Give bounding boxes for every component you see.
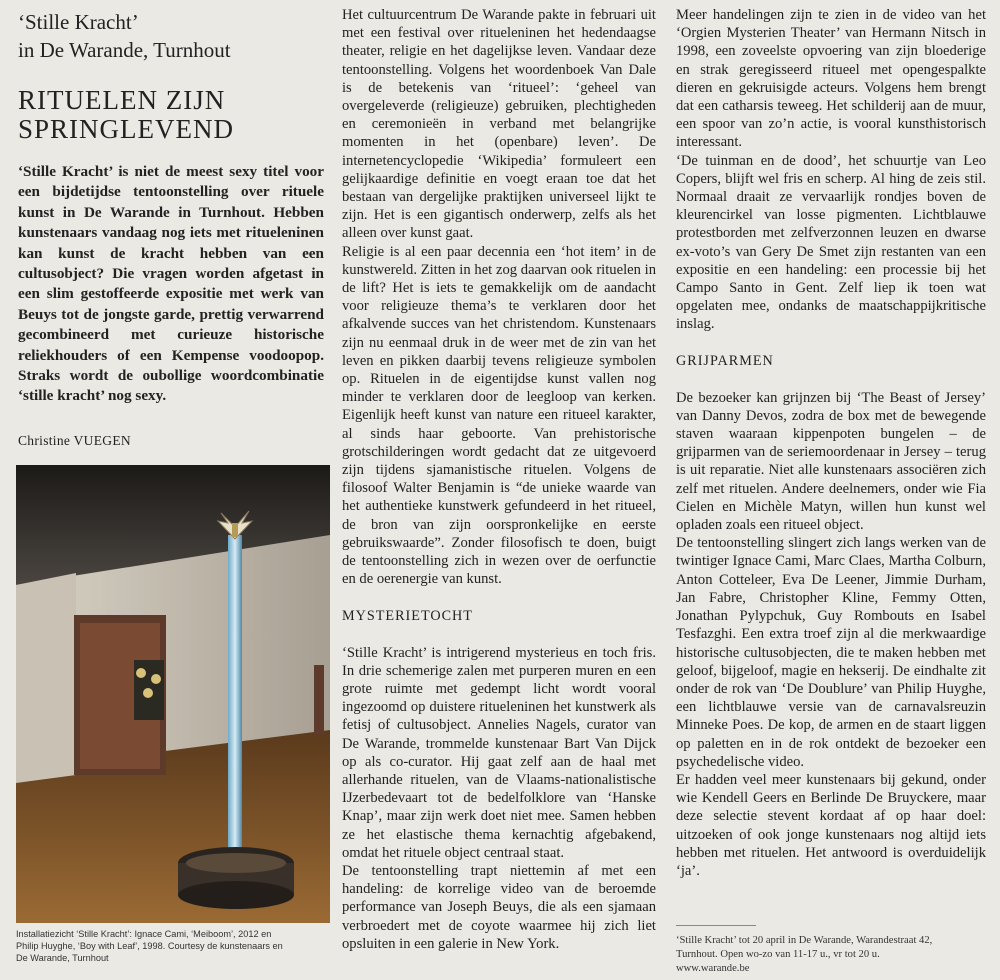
footnote-line-2: Turnhout. Open wo-zo van 11-17 u., vr tot 20 u. [676,949,880,960]
kicker-line-2: in De Warande, Turnhout [18,38,231,62]
footnote-divider [676,925,756,926]
column-right [664,0,1000,980]
caption-line-1: Installatiezicht ‘Stille Kracht’: Ignace Cami, ‘Meiboom’, 2012 en [16,929,272,939]
body-paragraph: De tentoonstelling trapt niettemin af met een handeling: de korrelige video van de beroemde performance van Joseph Beuys, die als een sjamaan verbroedert met de coyote waarmee hij zich liet opsluiten in een galerie in New York. [342,862,656,952]
installation-photo-drawing [16,465,330,923]
body-paragraph: Het cultuurcentrum De Warande pakte in februari uit met een festival over ritueleninen het hedendaagse theater, religie en het dagelijkse leven. Vandaar deze tentoonstelling. Volgens het woordenboek Van Dale is de betekenis van ‘ritueel’: ‘geheel van overgeleverde (religieuze) gebruiken, plechtigheden en ceremonieën in verband met belangrijke momenten in het (openbare) leven’. De internetencyclopedie ‘Wikipedia’ formuleert een gelijkaardige definitie en voegt eraan toe dat het bestaan van dergelijke praktijken universeel lijkt te zijn. Het is een gigantisch onderwerp, zelfs als het alleen over kunst gaat. [342,7,656,242]
installation-photo [16,465,330,923]
body-paragraph: De tentoonstelling slingert zich langs werken van de twintiger Ignace Cami, Marc Claes, Martha Colburn, Anton Cotteleer, Eva De Leener, Jimmie Durham, Jan Fabre, Christopher Kline, Femmy Otten, Jonathan Pylypchuk, Guy Rombouts en Isabel Tesfazghi. Een extra troef zijn al die merkwaardige historische cultusobjecten, die te maken hebben met geloof, bijgeloof, magie en hekserij. De eindhalte zit onder de rok van ‘De Doublure’ van Philip Huyghe, een lichtblauwe versie van de carnavalsreuzin Minneke Poes. De kop, de armen en de staart liggen op paletten en in de rok ontdekt de bezoeker een psychedelische video. [676,535,986,770]
body-paragraph: Er hadden veel meer kunstenaars bij gekund, onder wie Kendell Geers en Berlinde De Bruyckere, maar deze selectie stevent kordaat af op haar doel: uitzoeken of ook jonge kunstenaars nog altijd iets hebben met rituelen. Het antwoord is overduidelijk ‘ja’. [676,771,986,879]
headline [18,86,324,144]
author-byline: Christine VUEGEN [18,432,131,448]
body-paragraph: De bezoeker kan grijnzen bij ‘The Beast of Jersey’ van Danny Devos, zodra de box met de bewegende staven waaraan kippenpoten bungelen – de grijparmen van de seriemoordenaar in Jersey – terug is uit reparatie. Niet alle kunstenaars associëren zich zelf met rituelen. Andere deelnemers, onder wie Fia Cielen en Michèle Matyn, willen hun kunst wel opladen zoals een ritueel object. [676,389,986,534]
footnote-line-3: www.warande.be [676,963,750,974]
caption-line-3: De Warande, Turnhout [16,953,109,964]
kicker-line-1: ‘Stille Kracht’ [18,10,139,34]
column-middle [332,0,664,980]
body-paragraph: Religie is al een paar decennia een ‘hot item’ in de kunstwereld. Zitten in het zog daarvan ook rituelen in de lift? Het is iets te gemakkelijk om de aandacht voor religieuze thema’s te verklaren door het afkalvende succes van het christendom. Kunstenaars zijn nu eenmaal druk in de weer met de zin van het leven en pikken daarbij tevens religieuze symbolen op. Rituelen in de eigentijdse kunst vallen nog minder te verklaren door de leegloop van kerken. Eigenlijk heeft kunst van nature een ritueel karakter, al sinds haar geboorte. Van prehistorische grotschilderingen wordt gedacht dat ze uitgevoerd zijn tijdens sjamanistische rituelen. Volgens de filosoof Walter Benjamin is “de unieke waarde van het authentieke kunstwerk gefundeerd in het ritueel, de bron van zijn oorspronkelijke en eerste gebruikswaarde”. Zonder filosofisch te doen, buigt de tentoonstelling zich in wezen over de oerfunctie en de oerenergie van kunst. [342,243,656,588]
body-paragraph: Meer handelingen zijn te zien in de video van het ‘Orgien Mysterien Theater’ van Hermann Nitsch in 1998, een zoveelste opvoering van zijn bloederige en strak geregisseerd ritueel met opengespalkte dieren en gekruisigde acteurs. Volgens hem brengt dat een catharsis teweeg. Het schilderij aan de muur, een spoor van zo’n actie, is vooral kunsthistorisch interessant. [676,7,986,151]
footnote-line-1: ‘Stille Kracht’ tot 20 april in De Warande, Warandestraat 42, [676,935,933,946]
headline-line-1: RITUELEN ZIJN [18,85,226,115]
caption-line-2: Philip Huyghe, ‘Boy with Leaf’, 1998. Courtesy de kunstenaars en [16,941,283,952]
lead-paragraph: ‘Stille Kracht’ is niet de meest sexy titel voor een bijdetijdse tentoonstelling over rituele kunst in De Warande in Turnhout. Hebben kunstenaars vandaag nog iets met ritueleninen kan kunst de kracht hebben van een cultusobject? Die vragen worden afgetast in een slim gestoffeerde expositie met werk van Beuys tot de jongste garde, prettig verwarrend gecombineerd met curieuze historische reliekhouders of een Kempense voodoopop. Straks wordt de oubollige woordcombinatie ‘stille kracht’ nog sexy. [18,163,324,405]
photo-caption [16,928,330,965]
subheading-mysterietocht: MYSTERIETOCHT [342,607,473,624]
subheading-grijparmen: GRIJPARMEN [676,352,774,369]
body-paragraph: ‘De tuinman en de dood’, het schuurtje van Leo Copers, blijft wel fris en scherp. Al hing de zeis stil. Normaal draait ze vervaarlijk rondjes boven de kleurencirkel van losse pigmenten. Lichtblauwe protestborden met zelfverzonnen leuzen en dwarse ex-voto’s van Gery De Smet zijn restanten van een expositie en een handeling: een processie bij het Campo Santo in Gent. Zelf liep ik toen wat opgelaten mee, ondanks de maatschappijkritische inslag. [676,152,986,333]
exhibition-info [676,934,976,976]
headline-line-2: SPRINGLEVEND [18,114,235,144]
body-paragraph: ‘Stille Kracht’ is intrigerend mysterieus en toch fris. In drie schemerige zalen met purperen muren en een grote ruimte met gedempt licht wordt vooral ingezoomd op duistere ritueleninen het kunstwerk als fetisj of cultusobject. Annelies Nagels, curator van De Warande, trommelde kunstenaar Bart Van Dijck op als co-curator. Hij gaat zelf aan de haal met allerhande rituelen, van de Vlaams-nationalistische IJzerbedevaart tot de bedelfolklore van ‘Hanske Knap’, maar zijn werk doet niet mee. Samen hebben ze het elastische thema kernachtig afgebakend, omdat het rituele object centraal staat. [342,644,656,861]
